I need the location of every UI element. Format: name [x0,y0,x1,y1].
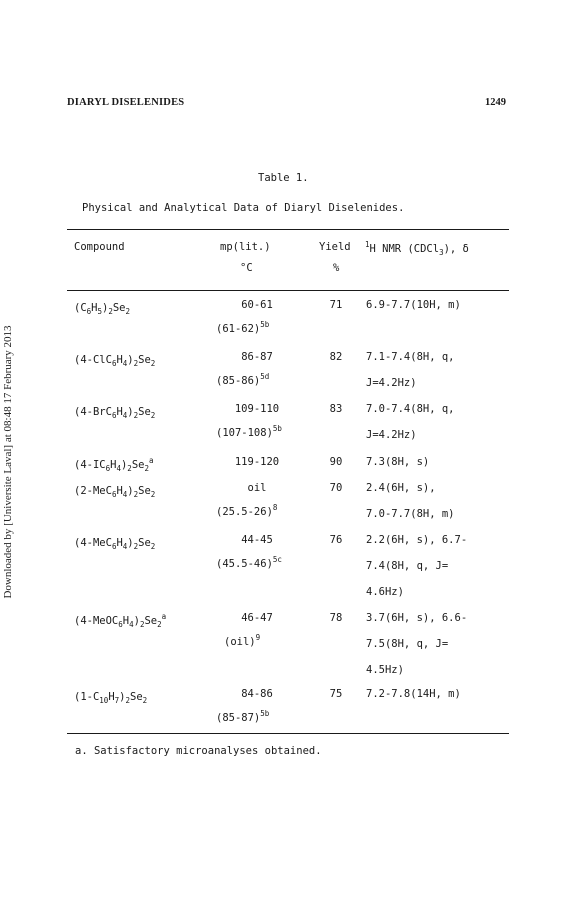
yield-value: 83 [329,403,343,415]
melting-point-literature: $(25.5-26)^8$ [216,503,278,518]
table-caption: Physical and Analytical Data of Diaryl Diselenides. [82,202,405,214]
melting-point: 86-87 [241,351,273,363]
yield-value: 71 [329,299,343,311]
header-compound: Compound [74,241,125,253]
melting-point: oil [247,482,267,494]
compound-formula: $(4-IC_6H_4)_2Se_2^a$ [74,456,154,473]
nmr-data-line2: J=4.2Hz) [366,377,417,389]
nmr-data-line2: 7.0-7.7(8H, m) [366,508,455,520]
nmr-data: 7.2-7.8(14H, m) [366,688,461,700]
melting-point: 44-45 [241,534,273,546]
header-nmr [365,240,469,257]
header-nmr-solvent-sub: 3 [439,248,444,257]
yield-value: 82 [329,351,343,363]
melting-point-literature: $(107-108)^{5b}$ [216,424,282,439]
yield-value: 90 [329,456,343,468]
nmr-data: 7.3(8H, s) [366,456,430,468]
nmr-data: 7.0-7.4(8H, q, [366,403,455,415]
nmr-data-line2: 7.4(8H, q, J= [366,560,449,572]
header-nmr-delta: ), δ [443,243,469,255]
header-yield: Yield [319,241,351,253]
nmr-data: 7.1-7.4(8H, q, [366,351,455,363]
nmr-data-line3: 4.5Hz) [366,664,404,676]
compound-formula: $(4-ClC_6H_4)_2Se_2$ [74,354,156,368]
yield-value: 70 [329,482,343,494]
table-bottom-rule [67,733,509,734]
compound-formula: $(4-MeC_6H_4)_2Se_2$ [74,537,156,551]
footnote-marker: a [161,612,167,621]
page-number: 1249 [485,97,506,108]
compound-formula: $(4-MeOC_6H_4)_2Se_2^a$ [74,612,167,629]
table-title: Table 1. [258,172,309,184]
yield-value: 78 [329,612,343,624]
nmr-data: 2.2(6H, s), 6.7- [366,534,468,546]
download-notice-text: Downloaded by [Universite Laval] at 08:48 17 February 2013 [2,325,14,599]
header-mp-unit: °C [240,262,253,274]
yield-value: 76 [329,534,343,546]
running-head: DIARYL DISELENIDES [67,97,185,108]
compound-formula: $(4-BrC_6H_4)_2Se_2$ [74,406,156,420]
melting-point-literature: $(61-62)^{5b}$ [216,320,270,335]
melting-point: 46-47 [241,612,273,624]
nmr-data: 2.4(6H, s), [366,482,436,494]
melting-point-literature: $(45.5-46)^{5c}$ [216,555,282,570]
melting-point: 119-120 [234,456,280,468]
header-nmr-label: H NMR (CDCl [369,243,440,255]
download-notice [2,292,14,632]
melting-point-literature: $(85-87)^{5b}$ [216,709,270,724]
table-header-rule [67,290,509,291]
nmr-data-line2: 7.5(8H, q, J= [366,638,449,650]
header-mp: mp(lit.) [220,241,271,253]
melting-point: 84-86 [241,688,273,700]
nmr-data-line2: J=4.2Hz) [366,429,417,441]
melting-point: 109-110 [234,403,280,415]
melting-point-literature: (oil)$^9$ [224,633,261,648]
table-footnote: a. Satisfactory microanalyses obtained. [75,745,322,757]
header-yield-unit: % [333,262,340,274]
melting-point-literature: $(85-86)^{5d}$ [216,372,270,387]
compound-formula: $(1-C_{10}H_7)_2Se_2$ [74,691,148,705]
yield-value: 75 [329,688,343,700]
compound-formula: $(C_6H_5)_2Se_2$ [74,302,131,316]
compound-formula: $(2-MeC_6H_4)_2Se_2$ [74,485,156,499]
nmr-data-line3: 4.6Hz) [366,586,404,598]
footnote-marker: a [148,456,154,465]
table-top-rule [67,229,509,230]
melting-point: 60-61 [241,299,273,311]
nmr-data: 6.9-7.7(10H, m) [366,299,461,311]
nmr-data: 3.7(6H, s), 6.6- [366,612,468,624]
header-nmr-isotope: 1 [365,240,370,249]
